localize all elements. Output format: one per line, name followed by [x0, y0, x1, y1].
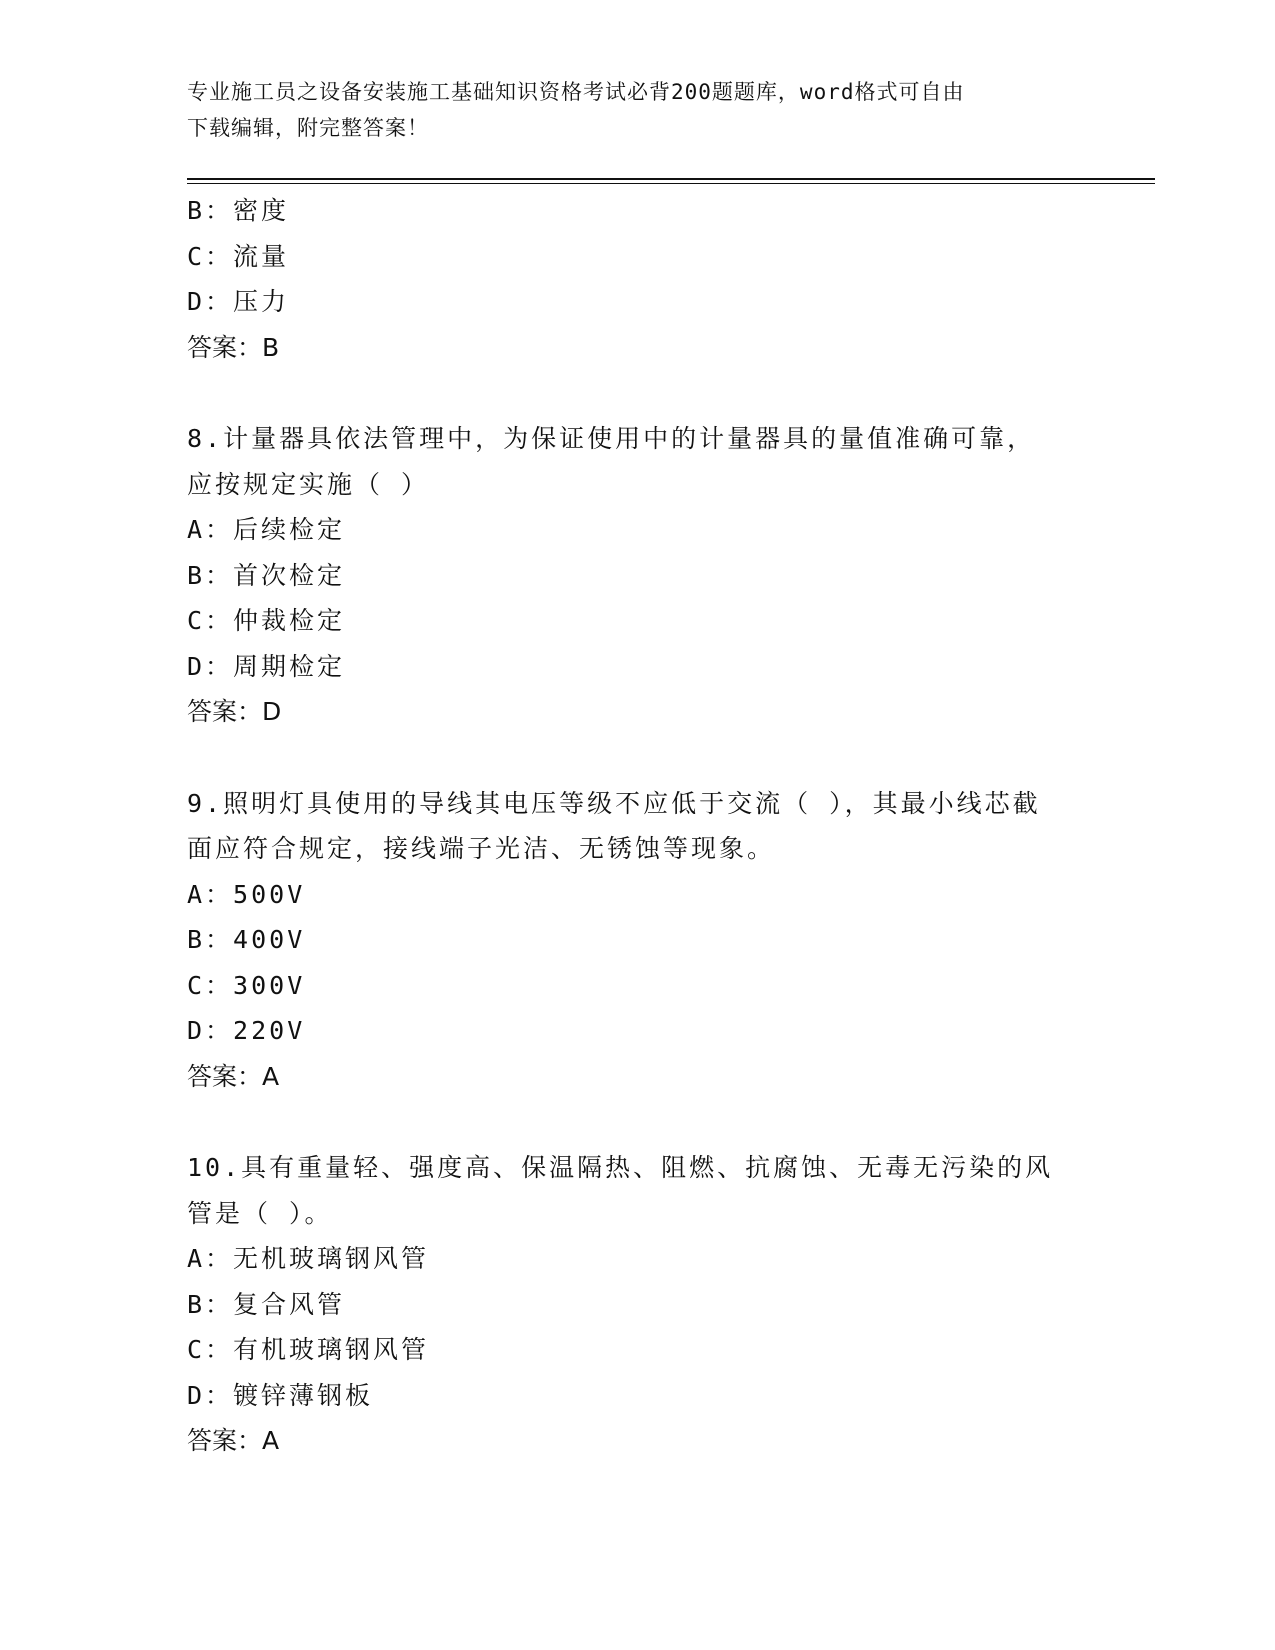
partial-question-7: [187, 188, 1087, 370]
option-b: B：400V: [187, 925, 306, 954]
answer-line: 答案：A: [187, 1426, 280, 1455]
question-stem-line-1: 9.照明灯具使用的导线其电压等级不应低于交流（ ），其最小线芯截: [187, 788, 1041, 818]
option-b: B：首次检定: [187, 560, 346, 590]
option-d: D：220V: [187, 1016, 306, 1045]
question-10: [187, 1145, 1087, 1464]
header-line-1: 专业施工员之设备安装施工基础知识资格考试必背200题题库，word格式可自由: [187, 80, 965, 104]
option-c: C：流量: [187, 241, 290, 271]
option-d: D：镀锌薄钢板: [187, 1380, 374, 1410]
option-b: B：密度: [187, 196, 290, 225]
question-stem-line-1: 10.具有重量轻、强度高、保温隔热、阻燃、抗腐蚀、无毒无污染的风: [187, 1153, 1054, 1182]
option-b: B：复合风管: [187, 1289, 346, 1319]
question-stem-line-2: 面应符合规定，接线端子光洁、无锈蚀等现象。: [187, 834, 776, 863]
spacer: [187, 735, 1087, 781]
question-8: [187, 416, 1087, 735]
question-stem-line-2: 管是（ ）。: [187, 1198, 333, 1228]
option-d: D：压力: [187, 287, 290, 316]
answer-line: 答案：A: [187, 1061, 280, 1091]
option-c: C：300V: [187, 970, 306, 1000]
spacer: [187, 1099, 1087, 1145]
document-header: [187, 74, 1067, 146]
answer-line: 答案：B: [187, 332, 280, 362]
header-divider: [187, 178, 1155, 184]
option-a: A：500V: [187, 879, 306, 909]
question-9: [187, 781, 1087, 1100]
option-a: A：无机玻璃钢风管: [187, 1244, 430, 1273]
spacer: [187, 370, 1087, 416]
option-c: C：有机玻璃钢风管: [187, 1335, 430, 1364]
option-a: A：后续检定: [187, 515, 346, 544]
answer-line: 答案：D: [187, 697, 282, 726]
option-d: D：周期检定: [187, 651, 346, 681]
question-stem-line-1: 8.计量器具依法管理中，为保证使用中的计量器具的量值准确可靠，: [187, 424, 1036, 453]
question-list: [187, 188, 1087, 1464]
header-line-2: 下载编辑，附完整答案！: [187, 116, 429, 140]
option-c: C：仲裁检定: [187, 606, 346, 635]
question-stem-line-2: 应按规定实施（ ）: [187, 469, 430, 499]
